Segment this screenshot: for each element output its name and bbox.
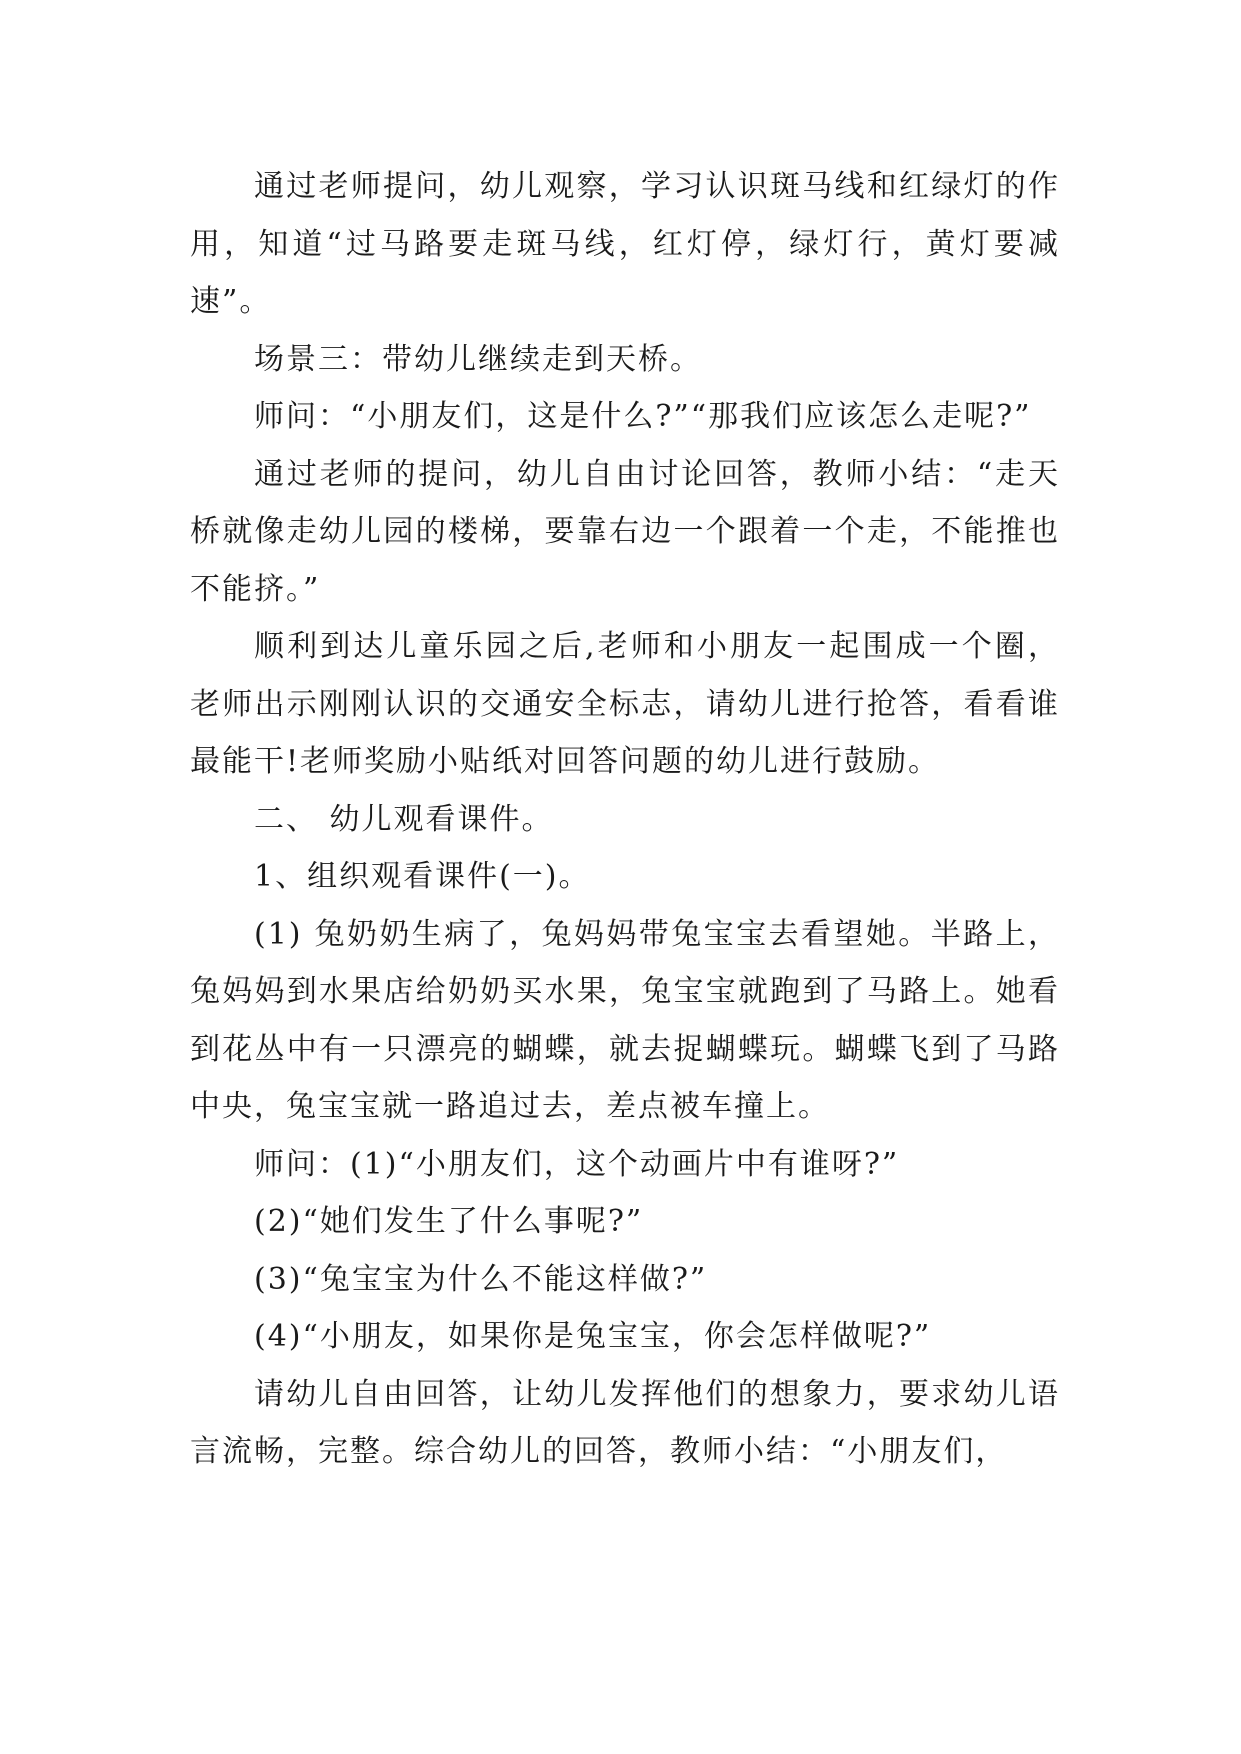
document-body [190, 158, 1060, 1481]
paragraph-teacher-question-bridge: 师问：“小朋友们，这是什么?”“那我们应该怎么走呢?” [254, 399, 1032, 434]
paragraph-scene-three: 场景三：带幼儿继续走到天桥。 [254, 341, 702, 377]
question-item-3: (3)“兔宝宝为什么不能这样做?” [254, 1261, 708, 1297]
paragraph-rabbit-story: (1) 兔奶奶生病了，兔妈妈带兔宝宝去看望她。半路上，兔妈妈到水果店给奶奶买水果，兔宝宝就跑到了马路上。她看到花丛中有一只漂亮的蝴蝶，就去捉蝴蝶玩。蝴蝶飞到了马路中央，兔宝宝就一路追过去，差点被车撞上。 [190, 916, 1060, 1124]
subheading-courseware-one: 1、组织观看课件(一)。 [254, 859, 591, 894]
paragraph-teacher-summary-bridge: 通过老师的提问，幼儿自由讨论回答，教师小结：“走天桥就像走幼儿园的楼梯，要靠右边一个跟着一个走，不能推也不能挤。” [190, 456, 1060, 607]
paragraph-free-answer-summary: 请幼儿自由回答，让幼儿发挥他们的想象力，要求幼儿语言流畅，完整。综合幼儿的回答，教师小结：“小朋友们， [190, 1376, 1060, 1469]
question-item-4: (4)“小朋友，如果你是兔宝宝，你会怎样做呢?” [254, 1319, 932, 1354]
paragraph-arrive-playground: 顺利到达儿童乐园之后,老师和小朋友一起围成一个圈，老师出示刚刚认识的交通安全标志，请幼儿进行抢答，看看谁最能干!老师奖励小贴纸对回答问题的幼儿进行鼓励。 [190, 629, 1060, 779]
question-item-1: 师问：(1)“小朋友们，这个动画片中有谁呀?” [254, 1146, 900, 1182]
question-item-2: (2)“她们发生了什么事呢?” [254, 1204, 644, 1239]
paragraph-intro-observation: 通过老师提问，幼儿观察，学习认识斑马线和红绿灯的作用，知道“过马路要走斑马线，红灯停，绿灯行，黄灯要减速”。 [190, 169, 1060, 319]
section-heading-watch-courseware: 二、 幼儿观看课件。 [254, 801, 554, 837]
